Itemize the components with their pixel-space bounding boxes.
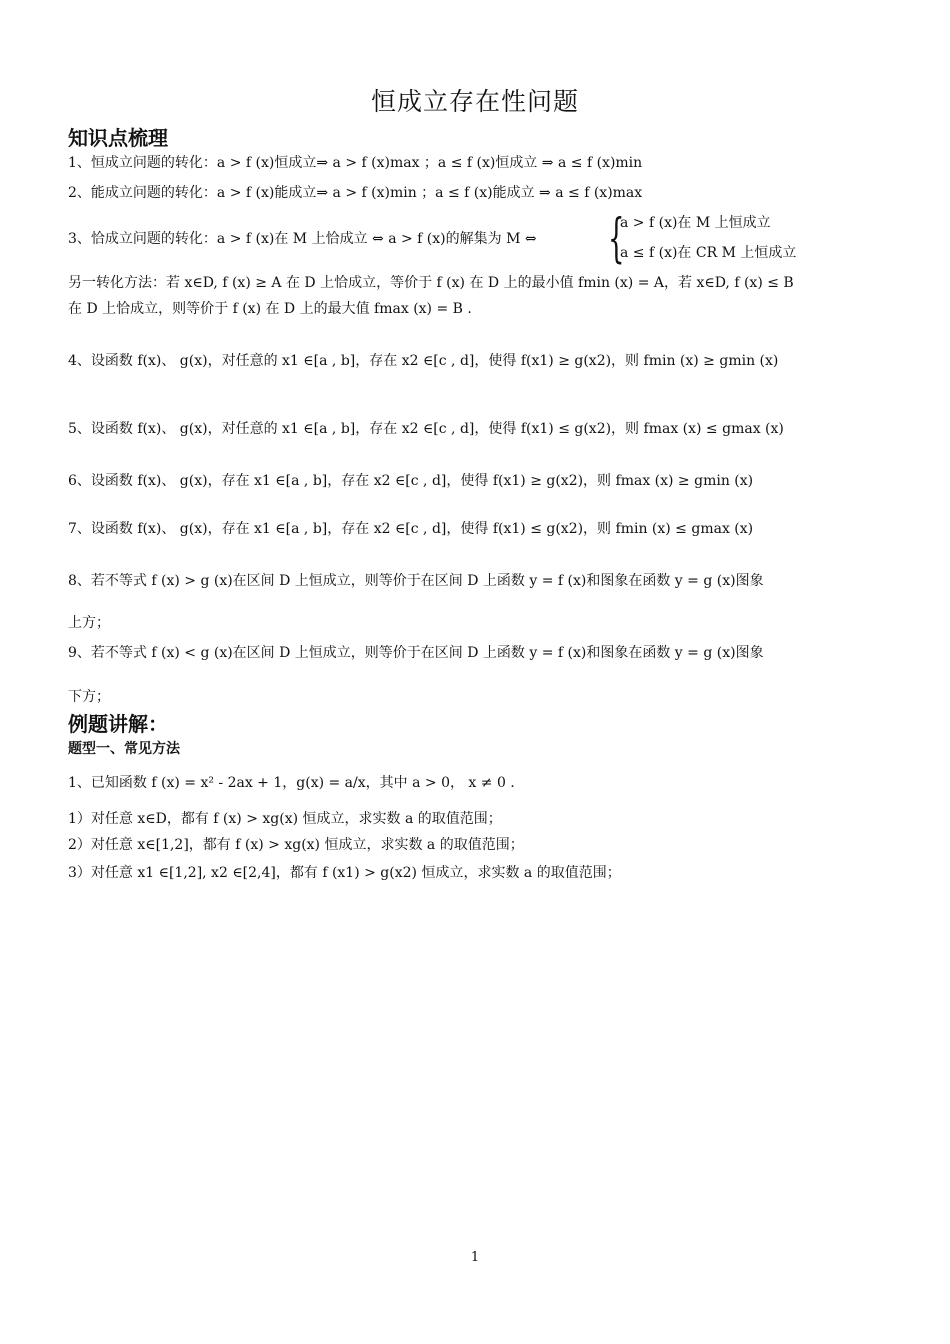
example-1-part-3: 3）对任意 x1 ∈[1,2], x2 ∈[2,4]，都有 f (x1) > g(x2) 恒成立，求实数 a 的取值范围；: [68, 865, 621, 881]
item-1: 1、恒成立问题的转化：a > f (x)恒成立⇒ a > f (x)max ；a ≤ f (x)恒成立 ⇒ a ≤ f (x)min: [68, 155, 643, 171]
item-7: 7、设函数 f(x)、 g(x)，存在 x1 ∈[a , b]，存在 x2 ∈[c , d]，使得 f(x1) ≤ g(x2)，则 fmin (x) ≤ gmax (x): [68, 521, 754, 537]
item-8: 8、若不等式 f (x) > g (x)在区间 D 上恒成立，则等价于在区间 D 上函数 y = f (x)和图象在函数 y = g (x)图象: [68, 573, 764, 589]
item-8-cont: 上方；: [68, 615, 110, 631]
page-title: 恒成立存在性问题: [370, 87, 579, 116]
section-heading-knowledge: 知识点梳理: [68, 126, 168, 150]
page-number: 1: [470, 1250, 480, 1265]
item-5: 5、设函数 f(x)、 g(x)，对任意的 x1 ∈[a , b]，存在 x2 ∈[c , d]，使得 f(x1) ≤ g(x2)，则 fmax (x) ≤ gmax (x): [68, 421, 784, 437]
example-1-part-2: 2）对任意 x∈[1,2]，都有 f (x) > xg(x) 恒成立，求实数 a 的取值范围；: [68, 837, 524, 853]
item-6: 6、设函数 f(x)、 g(x)，存在 x1 ∈[a , b]，存在 x2 ∈[c , d]，使得 f(x1) ≥ g(x2)，则 fmax (x) ≥ gmin (x): [68, 473, 754, 489]
example-1-part-1: 1）对任意 x∈D，都有 f (x) > xg(x) 恒成立，求实数 a 的取值范围；: [68, 811, 502, 827]
example-1: 1、已知函数 f (x) = x² - 2ax + 1，g(x) = a/x，其中 a > 0， x ≠ 0 .: [68, 775, 515, 791]
item-9: 9、若不等式 f (x) < g (x)在区间 D 上恒成立，则等价于在区间 D 上函数 y = f (x)和图象在函数 y = g (x)图象: [68, 645, 764, 661]
left-brace: {: [608, 209, 625, 269]
item-2: 2、能成立问题的转化：a > f (x)能成立⇒ a > f (x)min ；a ≤ f (x)能成立 ⇒ a ≤ f (x)max: [68, 185, 643, 201]
alt-method-line-1: 另一转化方法：若 x∈D, f (x) ≥ A 在 D 上恰成立，等价于 f (x) 在 D 上的最小值 fmin (x) = A，若 x∈D, f (x) ≤ B: [68, 275, 794, 291]
section-heading-examples: 例题讲解：: [68, 712, 168, 736]
alt-method-line-2: 在 D 上恰成立，则等价于 f (x) 在 D 上的最大值 fmax (x) = B .: [68, 301, 472, 317]
item-4: 4、设函数 f(x)、 g(x)，对任意的 x1 ∈[a , b]，存在 x2 ∈[c , d]，使得 f(x1) ≥ g(x2)，则 fmin (x) ≥ gmin (x): [68, 353, 779, 369]
item-3-cases: [608, 209, 868, 269]
type-heading: 题型一、常见方法: [68, 741, 180, 757]
item-3-case-2: a ≤ f (x)在 CR M 上恒成立: [620, 245, 797, 261]
item-9-cont: 下方；: [68, 689, 110, 705]
item-3-case-1: a > f (x)在 M 上恒成立: [620, 215, 771, 231]
item-3: 3、恰成立问题的转化：a > f (x)在 M 上恰成立 ⇔ a > f (x)的解集为 M ⇔: [68, 231, 537, 247]
